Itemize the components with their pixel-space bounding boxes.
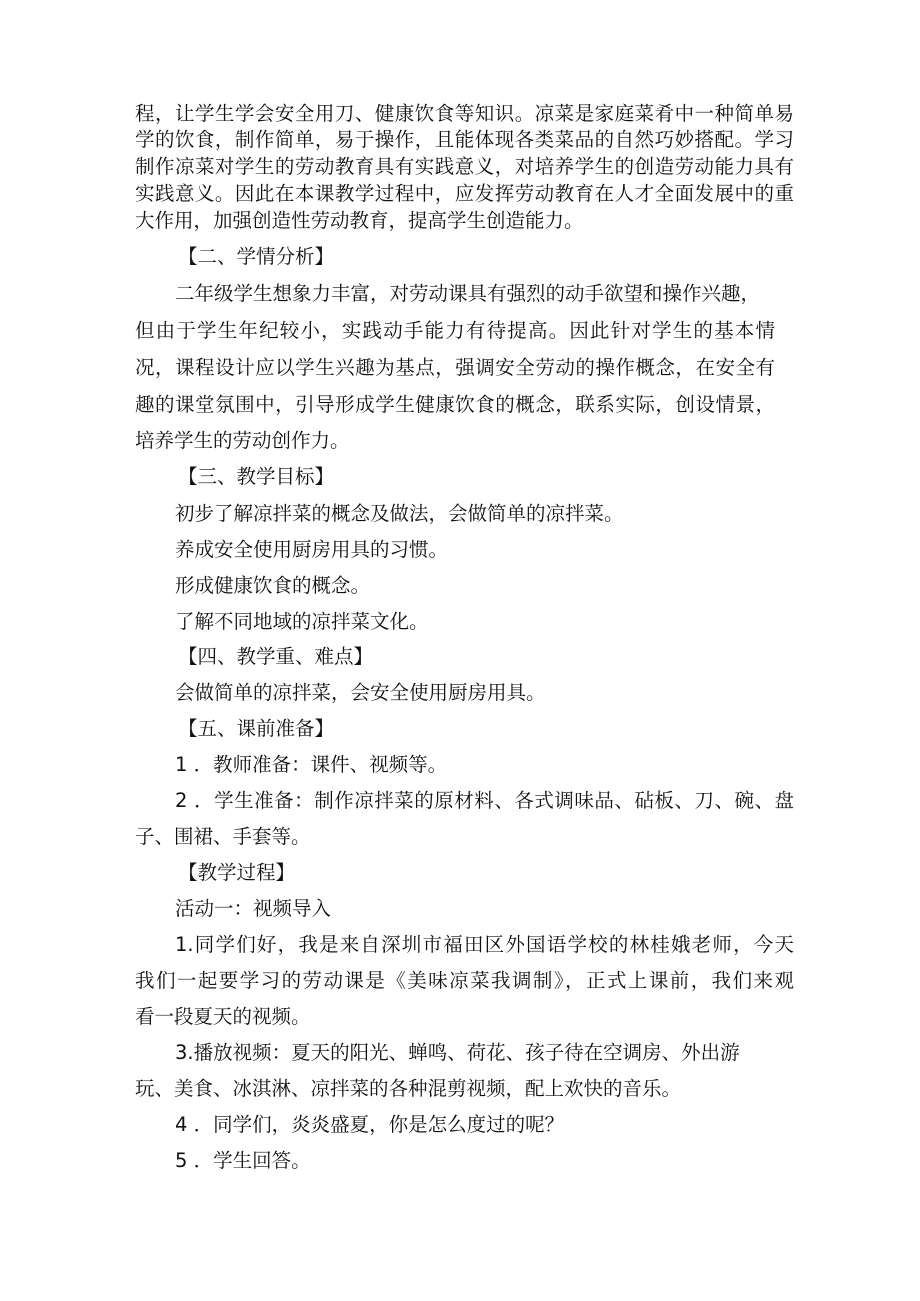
prep-item-2-line-2: 子、围裙、手套等。 <box>135 825 311 848</box>
analysis-line-1: 二年级学生想象力丰富，对劳动课具有强烈的动手欲望和操作兴趣， <box>175 282 761 305</box>
activity-title: 活动一：视频导入 <box>175 897 332 920</box>
goal-item-2: 养成安全使用厨房用具的习惯。 <box>175 538 449 561</box>
analysis-line-2: 但由于学生年纪较小，实践动手能力有待提高。因此针对学生的基本情 <box>135 319 775 342</box>
goal-item-4: 了解不同地域的凉拌菜文化。 <box>175 610 429 633</box>
key-points-text: 会做简单的凉拌菜，会安全使用厨房用具。 <box>175 681 546 704</box>
process-p1-line-2: 我们一起要学习的劳动课是《美味凉菜我调制》，正式上课前，我们来观 <box>135 969 794 992</box>
section-heading-preparation: 【五、课前准备】 <box>178 717 335 740</box>
section-heading-key-points: 【四、教学重、难点】 <box>178 645 374 668</box>
process-p1-line-3: 看一段夏天的视频。 <box>135 1005 311 1028</box>
analysis-line-5: 培养学生的劳动创作力。 <box>135 429 350 452</box>
intro-line-4: 实践意义。因此在本课教学过程中，应发挥劳动教育在人才全面发展中的重 <box>135 182 794 205</box>
intro-line-3: 制作凉菜对学生的劳动教育具有实践意义，对培养学生的创造劳动能力具有 <box>135 155 794 178</box>
goal-item-3: 形成健康饮食的概念。 <box>175 574 371 597</box>
section-heading-learning-analysis: 【二、学情分析】 <box>178 245 335 268</box>
prep-item-2-line-1: 2 ．学生准备：制作凉拌菜的原材料、各式调味品、砧板、刀、碗、盘 <box>175 789 794 812</box>
section-heading-teaching-goals: 【三、教学目标】 <box>178 465 335 488</box>
analysis-line-4: 趣的课堂氛围中，引导形成学生健康饮食的概念，联系实际，创设情景， <box>135 393 775 416</box>
process-p4: 4 ．同学们，炎炎盛夏，你是怎么度过的呢？ <box>175 1113 565 1136</box>
intro-line-5: 大作用，加强创造性劳动教育，提高学生创造能力。 <box>135 209 584 232</box>
intro-line-1: 程，让学生学会安全用刀、健康饮食等知识。凉菜是家庭菜肴中一种简单易 <box>135 102 794 125</box>
process-p5: 5 ．学生回答。 <box>175 1149 311 1172</box>
prep-item-1: 1 ．教师准备：课件、视频等。 <box>175 753 448 776</box>
process-p3-line-1: 3.播放视频：夏天的阳光、蝉鸣、荷花、孩子待在空调房、外出游 <box>175 1041 740 1064</box>
goal-item-1: 初步了解凉拌菜的概念及做法，会做简单的凉拌菜。 <box>175 502 624 525</box>
process-p1-line-1: 1.同学们好，我是来自深圳市福田区外国语学校的林桂娥老师，今天 <box>175 933 794 956</box>
analysis-line-3: 况，课程设计应以学生兴趣为基点，强调安全劳动的操作概念，在安全有 <box>135 356 775 379</box>
section-heading-teaching-process: 【教学过程】 <box>178 861 296 884</box>
process-p3-line-2: 玩、美食、冰淇淋、凉拌菜的各种混剪视频，配上欢快的音乐。 <box>135 1077 682 1100</box>
intro-line-2: 学的饮食，制作简单，易于操作，且能体现各类菜品的自然巧妙搭配。学习 <box>135 128 794 151</box>
